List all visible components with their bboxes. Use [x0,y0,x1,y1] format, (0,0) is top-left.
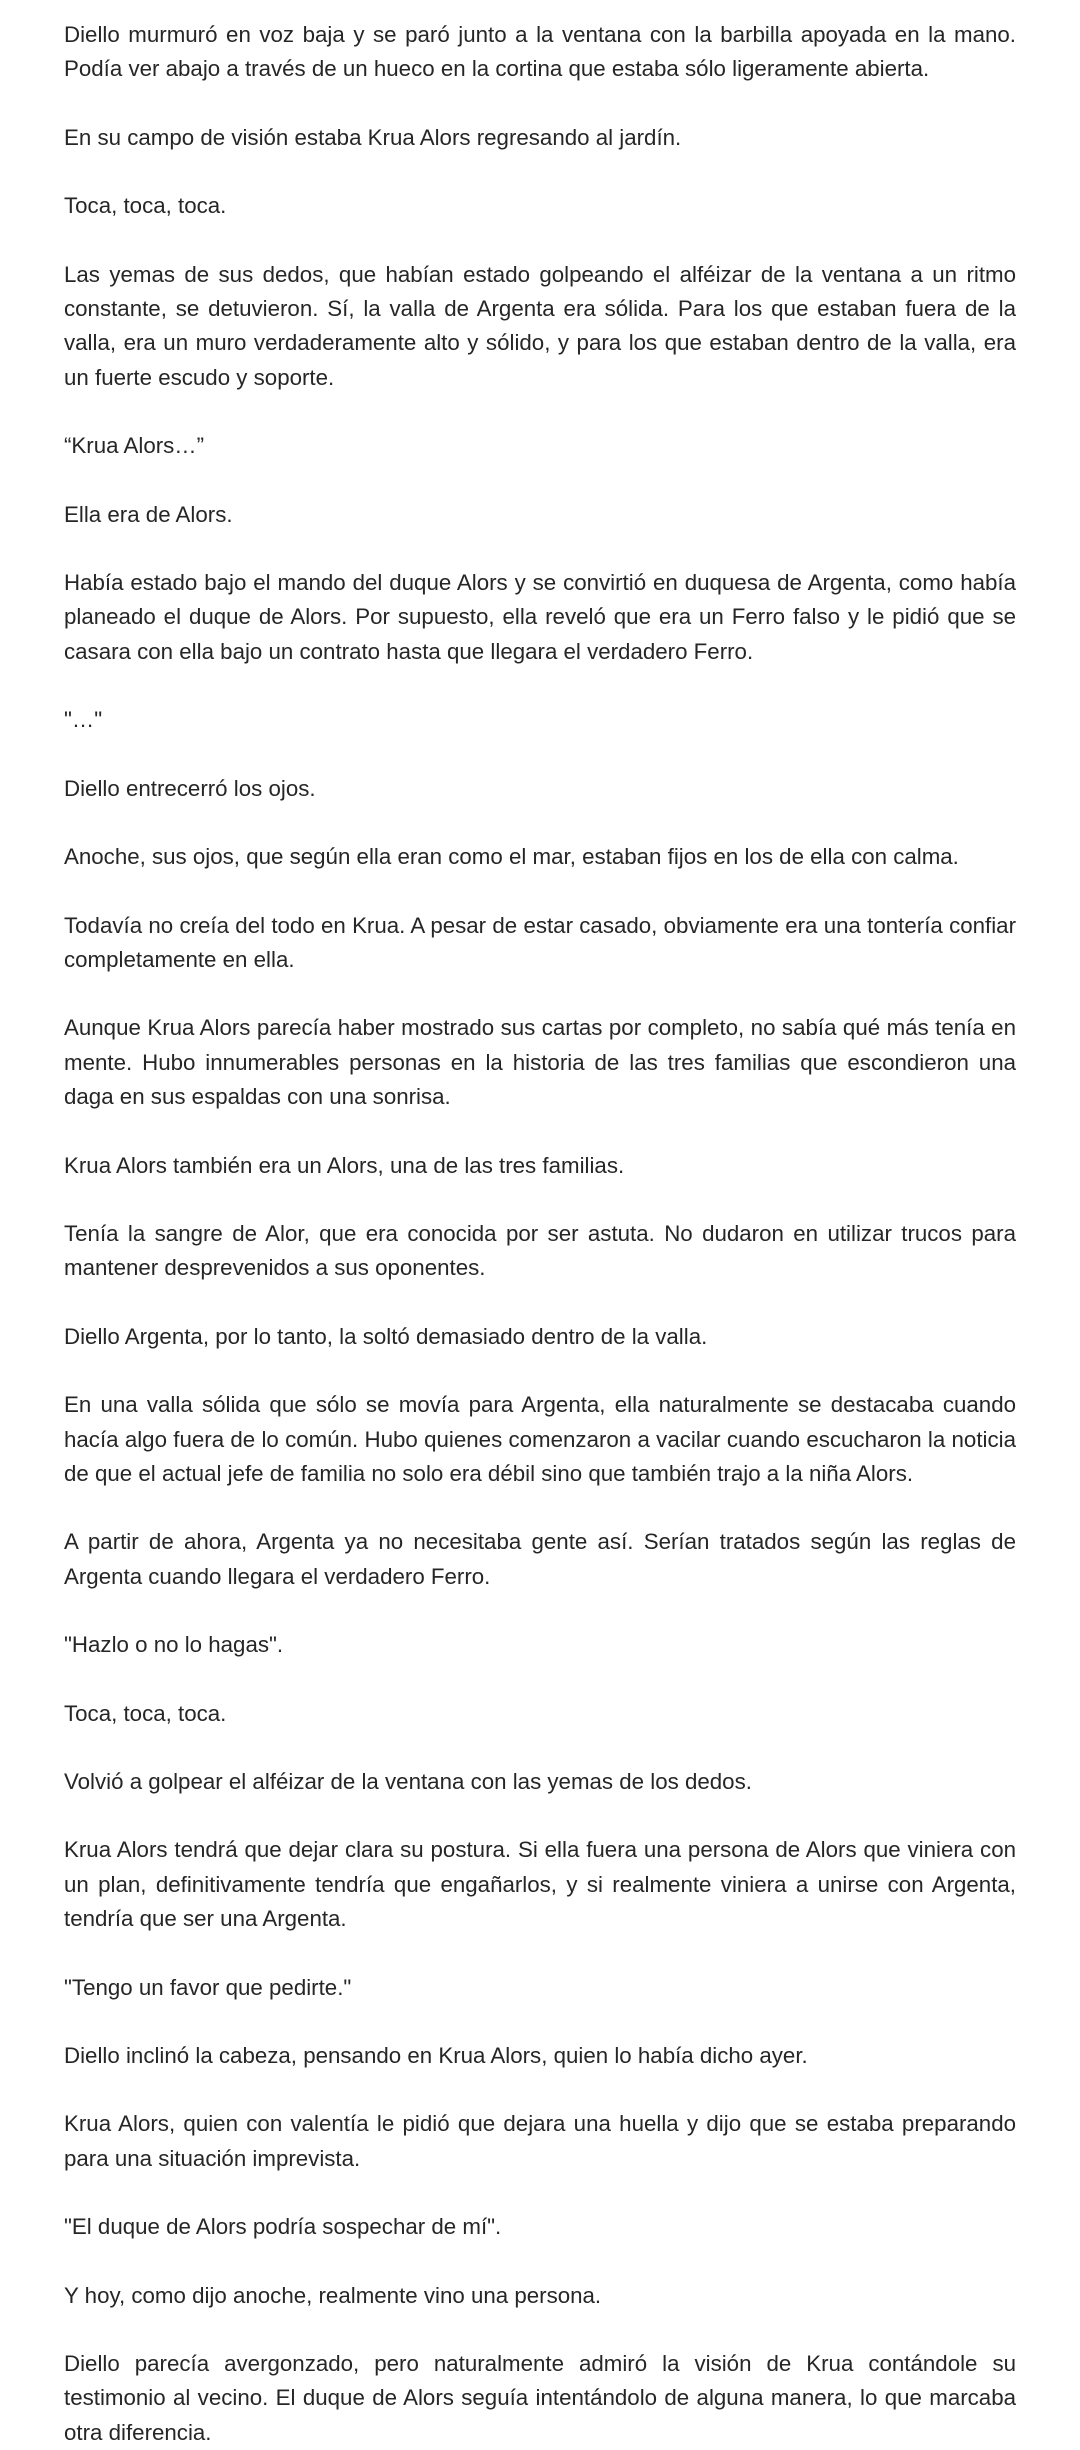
paragraph: Krua Alors, quien con valentía le pidió que dejara una huella y dijo que se estaba preparando para una situación imprevista. [64,2111,1016,2171]
paragraph: Krua Alors tendrá que dejar clara su postura. Si ella fuera una persona de Alors que viniera con un plan, definitivamente tendría que engañarlos, y si realmente viniera a unirse con Argenta, tendría que ser una Argenta. [64,1837,1016,1932]
paragraph: En su campo de visión estaba Krua Alors regresando al jardín. [64,124,682,150]
paragraph: Diello entrecerró los ojos. [64,775,316,801]
paragraph: Había estado bajo el mando del duque Alors y se convirtió en duquesa de Argenta, como había planeado el duque de Alors. Por supuesto, ella reveló que era un Ferro falso y le pidió que se casara con ella bajo un contrato hasta que llegara el verdadero Ferro. [64,570,1016,664]
paragraph: En una valla sólida que sólo se movía para Argenta, ella naturalmente se destacaba cuando hacía algo fuera de lo común. Hubo quienes comenzaron a vacilar cuando escucharon la noticia de que el actual jefe de familia no solo era débil sino que también trajo a la niña Alors. [64,1392,1016,1486]
paragraph: Diello Argenta, por lo tanto, la soltó demasiado dentro de la valla. [64,1323,708,1349]
paragraph: Y hoy, como dijo anoche, realmente vino una persona. [64,2282,602,2308]
paragraph: "El duque de Alors podría sospechar de mí". [64,2214,502,2240]
paragraph: Aunque Krua Alors parecía haber mostrado sus cartas por completo, no sabía qué más tenía en mente. Hubo innumerables personas en la historia de las tres familias que escondieron una daga en sus espaldas con una sonrisa. [64,1015,1016,1110]
paragraph: Toca, toca, toca. [64,1700,227,1726]
paragraph: Todavía no creía del todo en Krua. A pesar de estar casado, obviamente era una tontería confiar completamente en ella. [64,912,1016,972]
paragraph: Volvió a golpear el alféizar de la ventana con las yemas de los dedos. [64,1769,752,1794]
paragraph: Toca, toca, toca. [64,193,227,219]
paragraph: A partir de ahora, Argenta ya no necesitaba gente así. Serían tratados según las reglas de Argenta cuando llegara el verdadero Ferro. [64,1529,1016,1589]
paragraph: Diello parecía avergonzado, pero naturalmente admiró la visión de Krua contándole su testimonio al vecino. El duque de Alors seguía intentándolo de alguna manera, lo que marcaba otra diferencia. [64,2351,1016,2445]
paragraph: Anoche, sus ojos, que según ella eran como el mar, estaban fijos en los de ella con calma. [64,844,959,870]
paragraph: Krua Alors también era un Alors, una de las tres familias. [64,1152,625,1178]
paragraph: Diello murmuró en voz baja y se paró junto a la ventana con la barbilla apoyada en la mano. Podía ver abajo a través de un hueco en la cortina que estaba sólo ligeramente abierta. [64,22,1016,82]
paragraph: "Hazlo o no lo hagas". [64,1632,284,1658]
paragraph: Las yemas de sus dedos, que habían estado golpeando el alféizar de la ventana a un ritmo constante, se detuvieron. Sí, la valla de Argenta era sólida. Para los que estaban fuera de la valla, era un muro verdaderamente alto y sólido, y para los que estaban dentro de la valla, era un fuerte escudo y soporte. [64,261,1016,390]
paragraph: "…" [64,707,103,733]
paragraph: “Krua Alors…” [64,433,205,459]
paragraph: Tenía la sangre de Alor, que era conocida por ser astuta. No dudaron en utilizar trucos para mantener desprevenidos a sus oponentes. [64,1220,1016,1281]
paragraph: "Tengo un favor que pedirte." [64,1974,352,2000]
paragraph: Ella era de Alors. [64,501,233,527]
paragraph: Diello inclinó la cabeza, pensando en Krua Alors, quien lo había dicho ayer. [64,2043,808,2069]
